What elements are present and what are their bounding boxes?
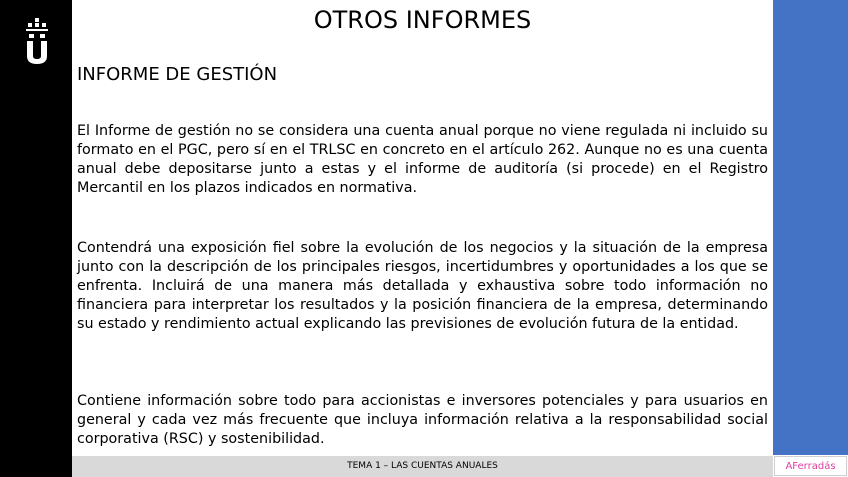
author-label: AFerradás bbox=[774, 456, 847, 476]
paragraph-1: El Informe de gestión no se considera una cuenta anual porque no viene regulada ni incluido su formato en el PGC, pero sí en el TRLSC en concreto en el artículo 262. Aunque no es una cuenta anual debe depositarse junto a estas y el informe de auditoría (si procede) en el Registro Mercantil en los plazos indicados en normativa. bbox=[77, 123, 768, 196]
paragraph-3: Contiene información sobre todo para accionistas e inversores potenciales y para usuarios en general y cada vez más frecuente que incluya información relativa a la responsabilidad social corporativa (RSC) y sostenibilidad. bbox=[77, 393, 768, 447]
left-sidebar bbox=[0, 0, 72, 477]
slide-footer: TEMA 1 – LAS CUENTAS ANUALES bbox=[72, 456, 773, 477]
university-logo-icon bbox=[22, 18, 52, 66]
paragraph-2: Contendrá una exposición fiel sobre la evolución de los negocios y la situación de la empresa junto con la descripción de los principales riesgos, incertidumbres y oportunidades a los que se enfrenta. Incluirá de una manera más detallada y exhaustiva sobre todo información no financiera para interpretar los resultados y la posición financiera de la empresa, determinando su estado y rendimiento actual explicando las previsiones de evolución futura de la entidad. bbox=[77, 240, 768, 332]
right-accent-bar bbox=[773, 0, 848, 455]
slide-title: OTROS INFORMES bbox=[313, 6, 532, 34]
section-heading: INFORME DE GESTIÓN bbox=[77, 64, 278, 85]
